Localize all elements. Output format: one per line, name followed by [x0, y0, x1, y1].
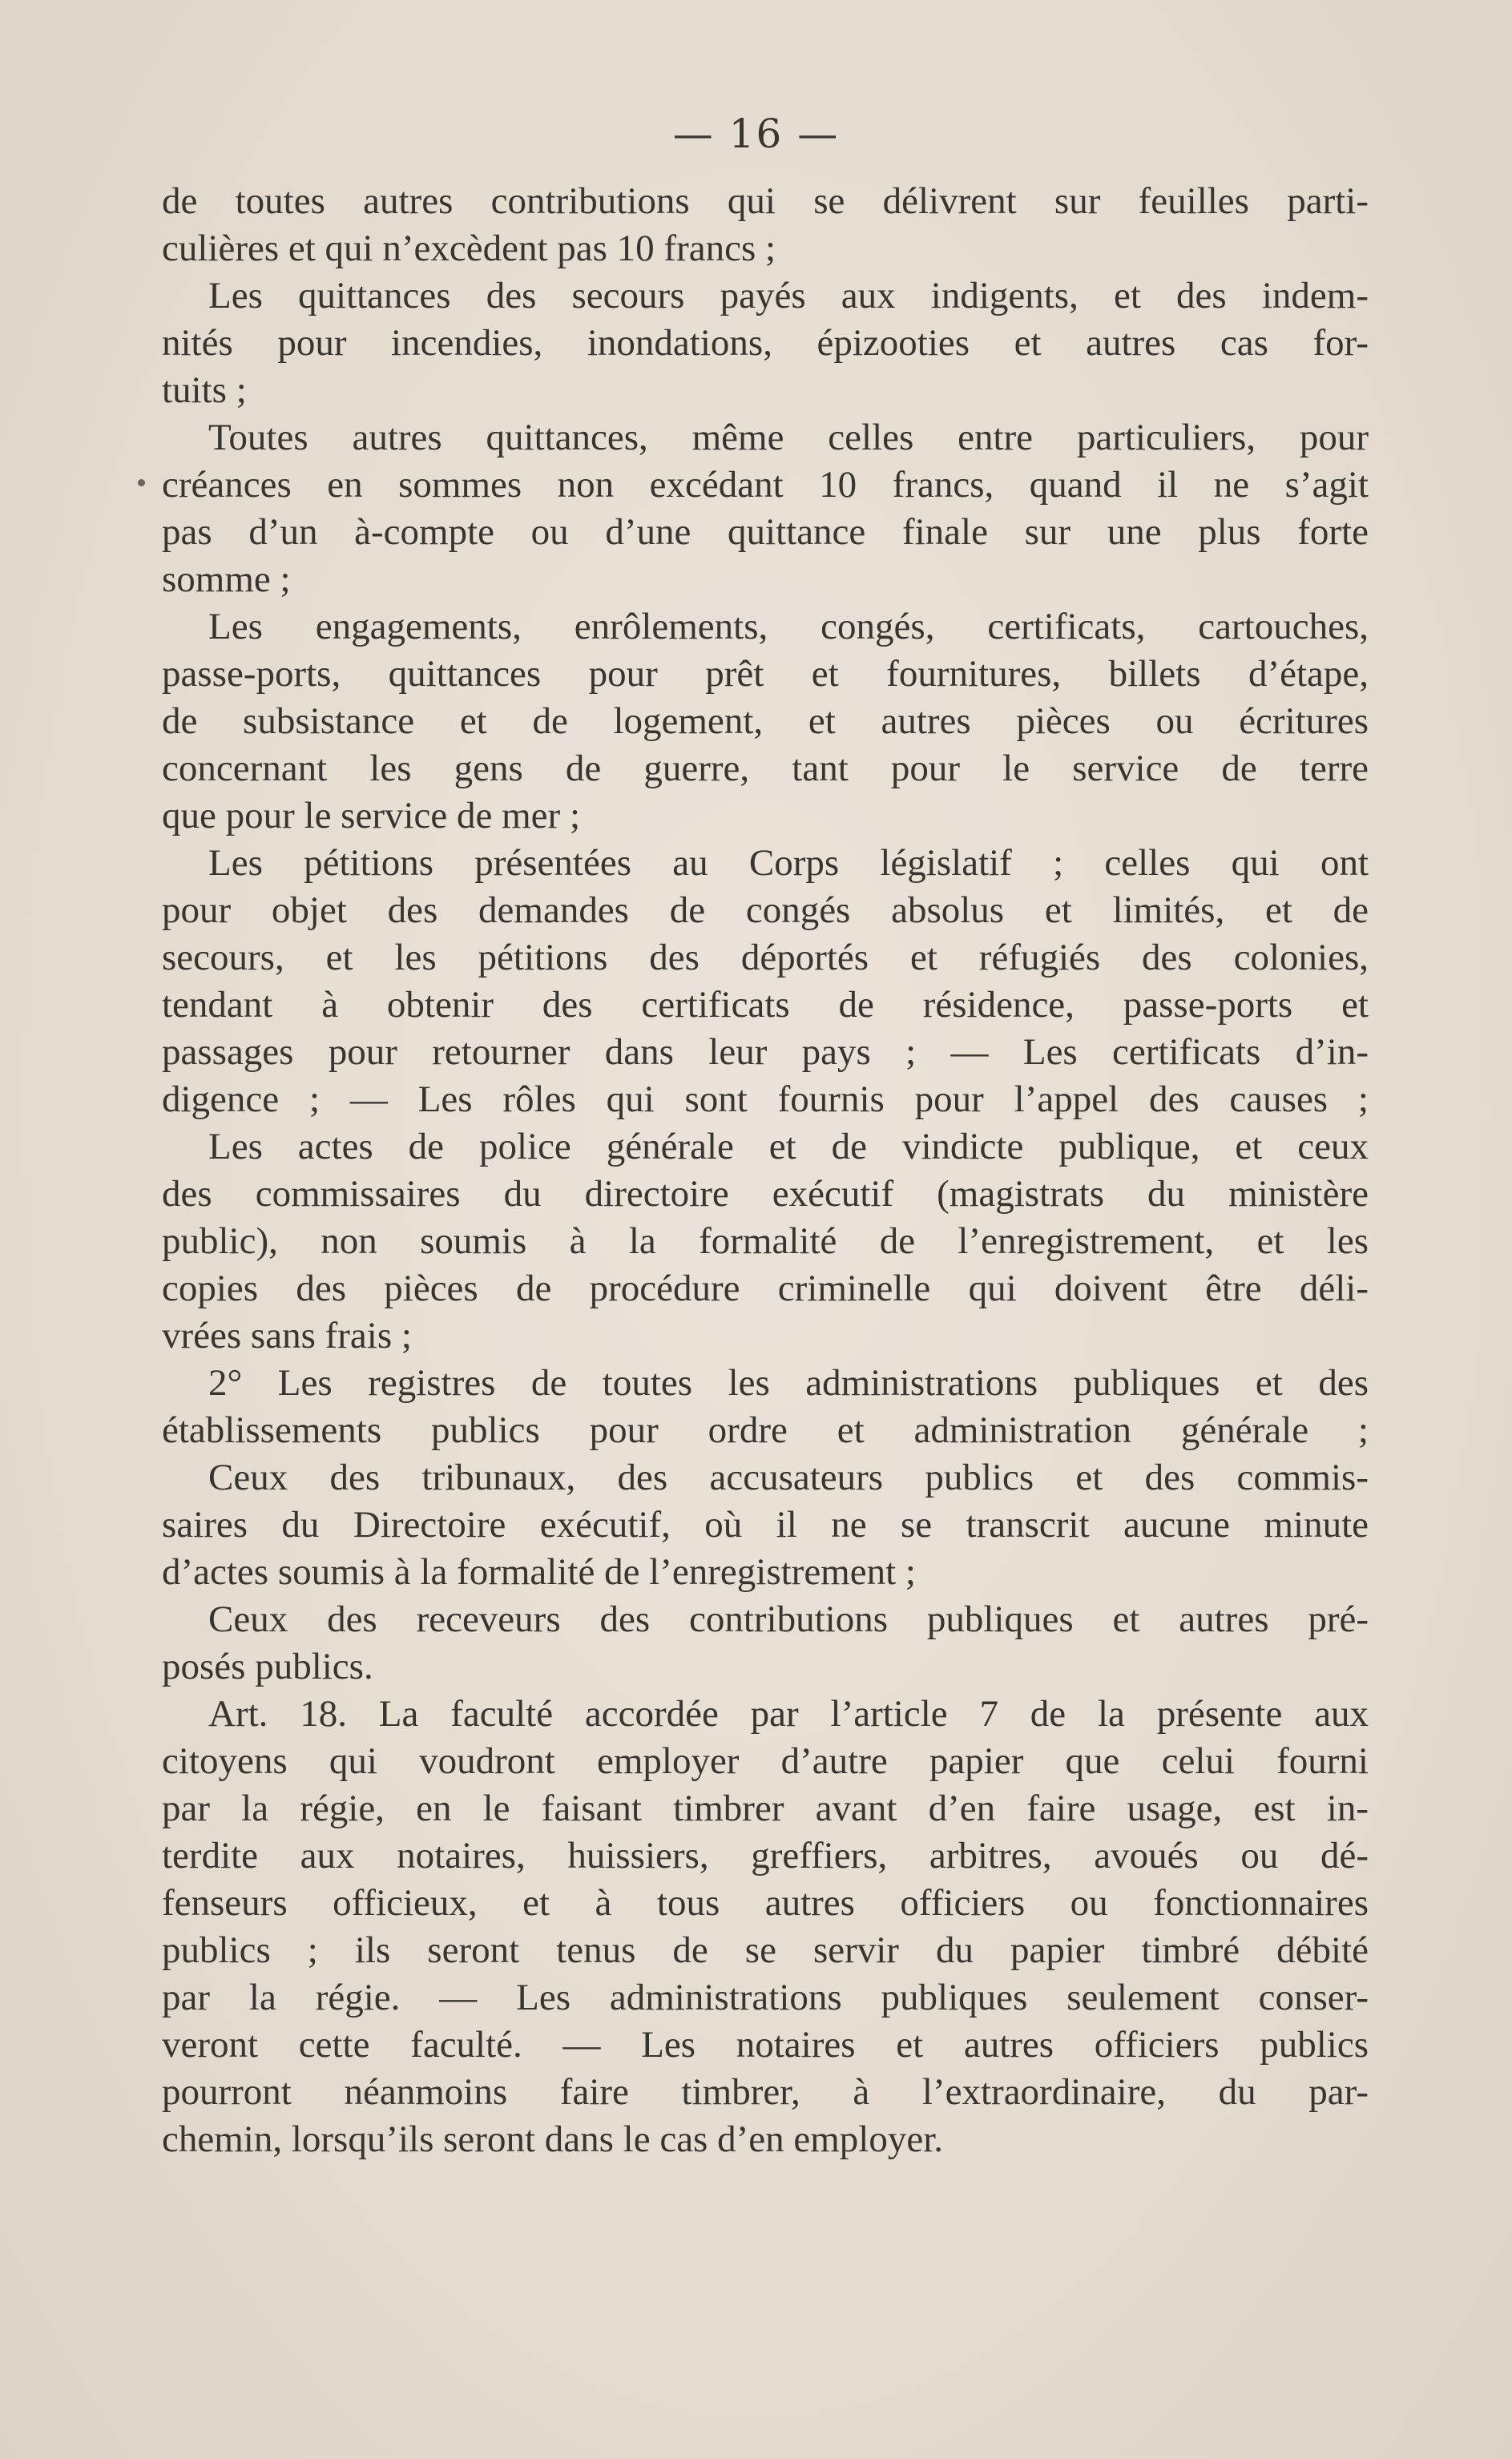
page-number: — 16 — — [672, 111, 840, 157]
text-line: nités pour incendies, inondations, épizooties et autres cas for- — [162, 322, 1369, 364]
text-line: culières et qui n’excèdent pas 10 francs ; — [162, 228, 776, 269]
text-line: tendant à obtenir des certificats de résidence, passe-ports et — [162, 984, 1369, 1026]
text-line: chemin, lorsqu’ils seront dans le cas d’en employer. — [162, 2118, 943, 2160]
text-line: veront cette faculté. — Les notaires et autres officiers publics — [162, 2024, 1369, 2066]
text-line: Art. 18. La faculté accordée par l’article 7 de la présente aux — [208, 1693, 1369, 1735]
text-line: vrées sans frais ; — [162, 1315, 412, 1356]
text-line: Les actes de police générale et de vindicte publique, et ceux — [208, 1126, 1369, 1167]
text-line: 2° Les registres de toutes les administrations publiques et des — [208, 1362, 1369, 1404]
text-line: établissements publics pour ordre et administration générale ; — [162, 1409, 1369, 1451]
text-line: Ceux des tribunaux, des accusateurs publics et des commis- — [208, 1457, 1369, 1498]
body-text — [162, 178, 1369, 2163]
text-line: Les engagements, enrôlements, congés, certificats, cartouches, — [208, 606, 1369, 647]
text-line: fenseurs officieux, et à tous autres officiers ou fonctionnaires — [162, 1882, 1369, 1924]
text-line: créances en sommes non excédant 10 francs, quand il ne s’agit — [162, 464, 1369, 506]
text-line: par la régie, en le faisant timbrer avant d’en faire usage, est in- — [162, 1788, 1369, 1829]
text-line: citoyens qui voudront employer d’autre papier que celui fourni — [162, 1740, 1369, 1782]
text-line: Les pétitions présentées au Corps législatif ; celles qui ont — [208, 842, 1369, 884]
text-line: Les quittances des secours payés aux indigents, et des indem- — [208, 275, 1369, 316]
text-line: digence ; — Les rôles qui sont fournis pour l’appel des causes ; — [162, 1078, 1369, 1120]
text-line: d’actes soumis à la formalité de l’enregistrement ; — [162, 1551, 916, 1593]
text-line: Ceux des receveurs des contributions publiques et autres pré- — [208, 1598, 1369, 1640]
text-line: tuits ; — [162, 369, 247, 411]
text-line: public), non soumis à la formalité de l’enregistrement, et les — [162, 1220, 1369, 1262]
text-line: passe-ports, quittances pour prêt et fournitures, billets d’étape, — [162, 653, 1369, 695]
text-line: copies des pièces de procédure criminelle qui doivent être déli- — [162, 1268, 1369, 1309]
text-line: passages pour retourner dans leur pays ; — Les certificats d’in- — [162, 1031, 1369, 1073]
text-line: Toutes autres quittances, même celles entre particuliers, pour — [208, 417, 1369, 458]
text-line: par la régie. — Les administrations publiques seulement conser- — [162, 1977, 1369, 2018]
text-line: pourront néanmoins faire timbrer, à l’extraordinaire, du par- — [162, 2071, 1369, 2113]
text-line: terdite aux notaires, huissiers, greffiers, arbitres, avoués ou dé- — [162, 1835, 1369, 1876]
text-line: posés publics. — [162, 1646, 373, 1687]
text-line: pour objet des demandes de congés absolus et limités, et de — [162, 889, 1369, 931]
text-line: somme ; — [162, 558, 291, 600]
text-line: publics ; ils seront tenus de se servir du papier timbré débité — [162, 1929, 1369, 1971]
text-line: secours, et les pétitions des déportés et réfugiés des colonies, — [162, 937, 1369, 978]
text-line: des commissaires du directoire exécutif (magistrats du ministère — [162, 1173, 1369, 1215]
text-line: de subsistance et de logement, et autres pièces ou écritures — [162, 700, 1369, 742]
text-line: que pour le service de mer ; — [162, 795, 581, 836]
text-line: pas d’un à-compte ou d’une quittance finale sur une plus forte — [162, 511, 1369, 553]
text-line: de toutes autres contributions qui se délivrent sur feuilles parti- — [162, 180, 1369, 222]
text-line: saires du Directoire exécutif, où il ne se transcrit aucune minute — [162, 1504, 1369, 1546]
margin-mark — [138, 479, 145, 486]
text-line: concernant les gens de guerre, tant pour le service de terre — [162, 748, 1369, 789]
